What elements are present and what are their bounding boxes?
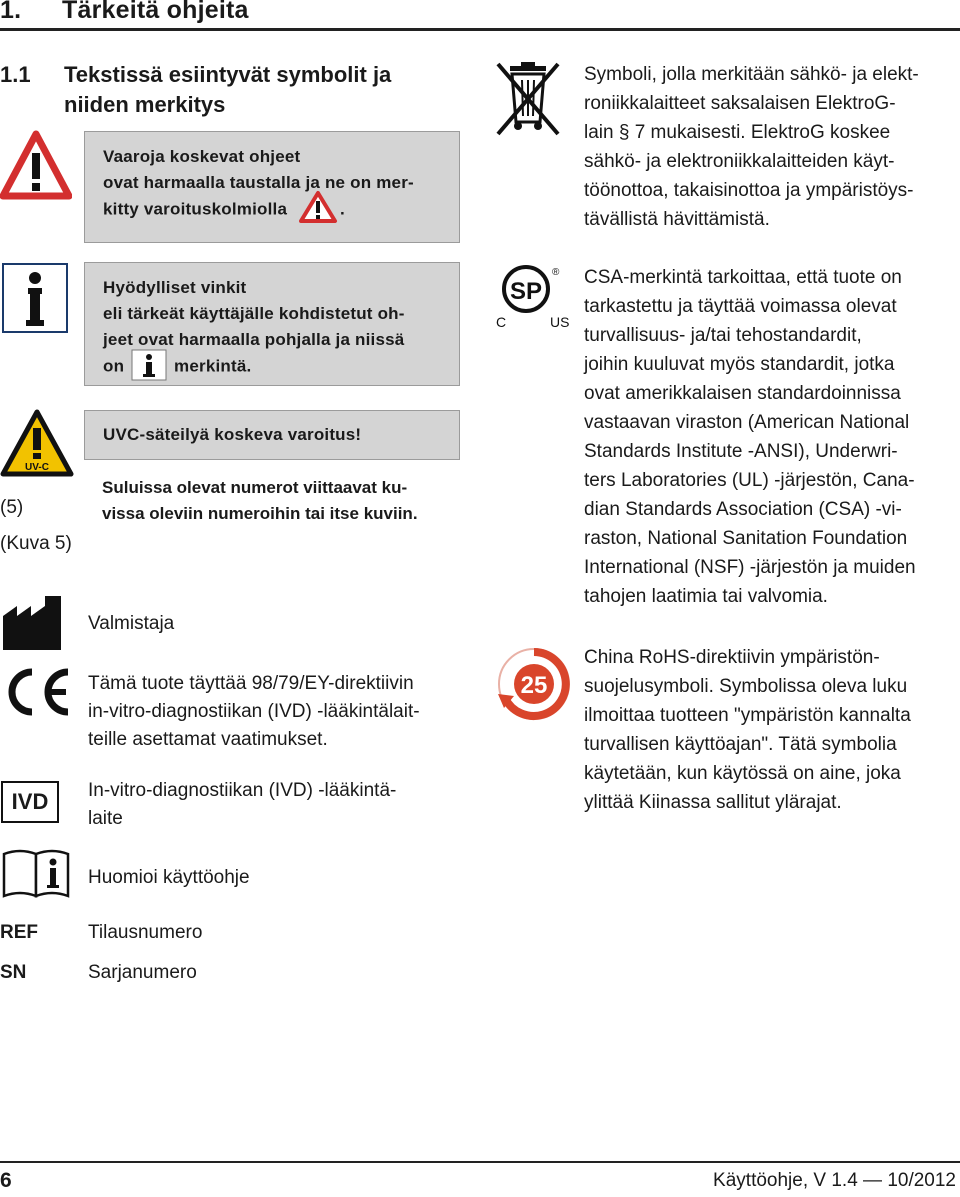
uvc-warning-text: UVC-säteilyä koskeva varoitus! — [103, 425, 362, 444]
reference-explanation: Suluissa olevat numerot viittaavat ku- vissa oleviin numeroihin tai itse kuviin. — [102, 478, 418, 523]
manufacturer-label: Valmistaja — [88, 613, 175, 634]
tips-note-line: eli tärkeät käyttäjälle kohdistetut oh- — [103, 304, 405, 323]
hazard-note-line: Vaaroja koskevat ohjeet — [103, 147, 301, 166]
manual-icon — [2, 848, 72, 900]
info-icon — [1, 262, 69, 334]
hazard-note-line: kitty varoituskolmiolla . — [103, 196, 445, 224]
sn-label: Sarjanumero — [88, 962, 197, 983]
tips-note-line: jeet ovat harmaalla pohjalla ja niissä — [103, 330, 405, 349]
hazard-note-line: ovat harmaalla taustalla ja ne on mer- — [103, 173, 414, 192]
svg-text:25: 25 — [520, 672, 548, 699]
chapter-title: Tärkeitä ohjeita — [62, 0, 249, 24]
tips-note-line: on merkintä. — [103, 353, 445, 381]
header-rule — [0, 28, 960, 31]
crossed-bin-icon — [494, 60, 562, 138]
tips-note-box — [84, 262, 460, 386]
ref-icon: REF — [0, 922, 38, 943]
svg-text:SP: SP — [509, 278, 543, 305]
ivd-description: In-vitro-diagnostiikan (IVD) -lääkintä- laite — [88, 780, 397, 829]
tips-note-line: Hyödylliset vinkit — [103, 278, 247, 297]
hazard-note-box — [84, 131, 460, 243]
reference-figure-example: (Kuva 5) — [0, 533, 72, 554]
ivd-icon: IVD — [1, 781, 59, 823]
svg-text:US: US — [550, 314, 570, 330]
sn-icon: SN — [0, 962, 27, 983]
rohs-25-icon — [496, 646, 572, 722]
ce-description: Tämä tuote täyttää 98/79/EY-direktiivin in-vitro-diagnostiikan (IVD) -lääkintälait- teille asettamat vaatimukset. — [88, 673, 420, 750]
rohs-description: China RoHS-direktiivin ympäristön- suojelusymboli. Symbolissa oleva luku ilmoittaa tuotteen "ympäristön kannalta turvallisen käyttöajan". Tätä symbolia käytetään, kun käytössä on aine, joka ylittää Kiinassa sallitut ylärajat. — [584, 647, 911, 813]
ref-label: Tilausnumero — [88, 922, 203, 943]
reference-number-example: (5) — [0, 497, 24, 518]
section-title: Tekstissä esiintyvät symbolit ja niiden merkitys — [64, 62, 392, 117]
svg-text:®: ® — [552, 267, 560, 278]
info-icon — [131, 353, 167, 381]
svg-text:C: C — [496, 314, 507, 330]
warning-triangle-icon — [298, 196, 338, 224]
page-number: 6 — [0, 1169, 12, 1192]
ce-mark-icon — [0, 662, 72, 722]
section-number: 1.1 — [0, 62, 31, 87]
document-version: Käyttöohje, V 1.4 — 10/2012 — [713, 1170, 956, 1191]
csa-description: CSA-merkintä tarkoittaa, että tuote on tarkastettu ja täyttää voimassa olevat turvallisuus- ja/tai tehostandardit, joihin kuuluvat myös standardit, jotka ovat amerikkalaisen standardoinnissa vastaavan viraston (American National Standards Institute -ANSI), Underwri- ters Laboratories (UL) -järjestön, Cana- dian Standards Association (CSA) -vi- raston, National Sanitation Foundation International (NSF) -järjestön ja muiden tahojen laatimia tai valvomia. — [584, 267, 916, 607]
footer-rule — [0, 1161, 960, 1163]
manual-label: Huomioi käyttöohje — [88, 867, 250, 888]
chapter-heading — [0, 0, 249, 25]
chapter-number: 1. — [0, 0, 22, 24]
csa-mark-icon — [496, 263, 576, 331]
uvc-warning-icon — [0, 408, 74, 478]
uvc-warning-box — [84, 410, 460, 460]
warning-triangle-icon — [0, 130, 72, 200]
svg-text:UV-C: UV-C — [25, 462, 49, 473]
weee-description: Symboli, jolla merkitään sähkö- ja elekt- roniikkalaitteet saksalaisen ElektroG- lain § 7 mukaisesti. ElektroG koskee sähkö- ja elektroniikkalaitteiden käyt- töönottoa, takaisinottoa ja ympäristöys- tävällistä hävittämistä. — [584, 64, 919, 230]
manufacturer-icon — [1, 594, 65, 652]
